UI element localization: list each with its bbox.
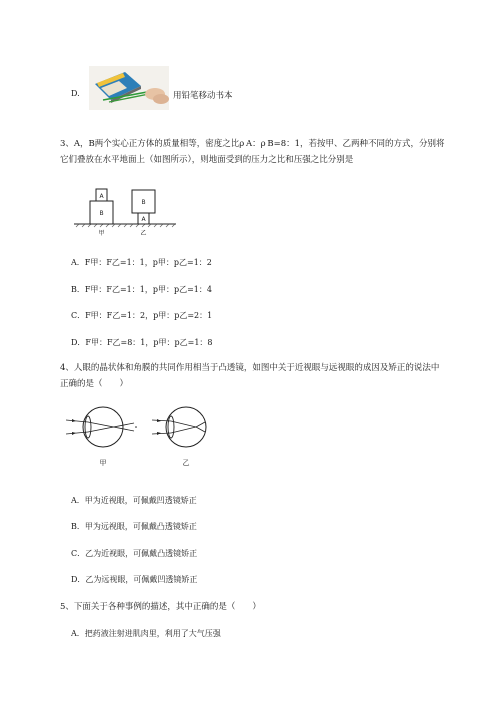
- q3-stem-line1: 3、A，B两个实心正方体的质量相等，密度之比ρ A：ρ B=8：1，若按甲、乙两种不同的方式，分别将: [60, 139, 445, 149]
- q4-stem-line2: 正确的是（ ）: [60, 379, 129, 389]
- q4-option-c[interactable]: C．乙为近视眼，可佩戴凸透镜矫正: [71, 549, 198, 558]
- q5-stem: 5、下面关于各种事例的描述，其中正确的是（ ）: [60, 602, 261, 612]
- yi-block-b-label: B: [141, 199, 146, 206]
- q4-option-a[interactable]: A．甲为近视眼，可佩戴凹透镜矫正: [71, 496, 197, 505]
- jia-label: 甲: [98, 230, 105, 237]
- q3-option-a[interactable]: A．F甲：F乙=1：1，p甲：p乙=1：2: [71, 258, 212, 267]
- q4-option-b[interactable]: B．甲为远视眼，可佩戴凸透镜矫正: [71, 522, 197, 531]
- q4-stem-line1: 4、人眼的晶状体和角膜的共同作用相当于凸透镜，如图中关于近视眼与远视眼的成因及矫正的说法中: [60, 363, 440, 373]
- q3-stacked-cubes-figure: [70, 183, 180, 238]
- q3-stem: [60, 136, 445, 168]
- pencil-moving-book-photo: [89, 66, 169, 110]
- yi-label: 乙: [140, 230, 147, 237]
- jia-block-b-label: B: [99, 210, 104, 217]
- q3-option-c[interactable]: C．F甲：F乙=1：2，p甲：p乙=2：1: [71, 311, 213, 320]
- q4-stem: [60, 360, 445, 392]
- q2-option-d-text: 用铅笔移动书本: [173, 91, 233, 101]
- eye-jia-label: 甲: [99, 459, 107, 467]
- q3-option-b[interactable]: B．F甲：F乙=1：1，p甲：p乙=1：4: [71, 285, 212, 294]
- q4-eye-diagrams-figure: [64, 400, 224, 475]
- q2-option-d-letter: D.: [71, 89, 80, 98]
- eye-yi-label: 乙: [182, 459, 190, 467]
- yi-block-a-label: A: [141, 216, 146, 223]
- q5-option-a[interactable]: A．把药液注射进肌肉里，利用了大气压强: [71, 629, 221, 638]
- eye-jia: [66, 407, 137, 447]
- q3-stem-line2: 它们叠放在水平地面上（如图所示），则地面受到的压力之比和压强之比分别是: [60, 155, 354, 165]
- q4-option-d[interactable]: D．乙为远视眼，可佩戴凹透镜矫正: [71, 575, 198, 584]
- q3-option-d[interactable]: D．F甲：F乙=8：1，p甲：p乙=1：8: [71, 338, 213, 347]
- eye-yi: [152, 407, 206, 447]
- jia-block-a-label: A: [99, 193, 104, 200]
